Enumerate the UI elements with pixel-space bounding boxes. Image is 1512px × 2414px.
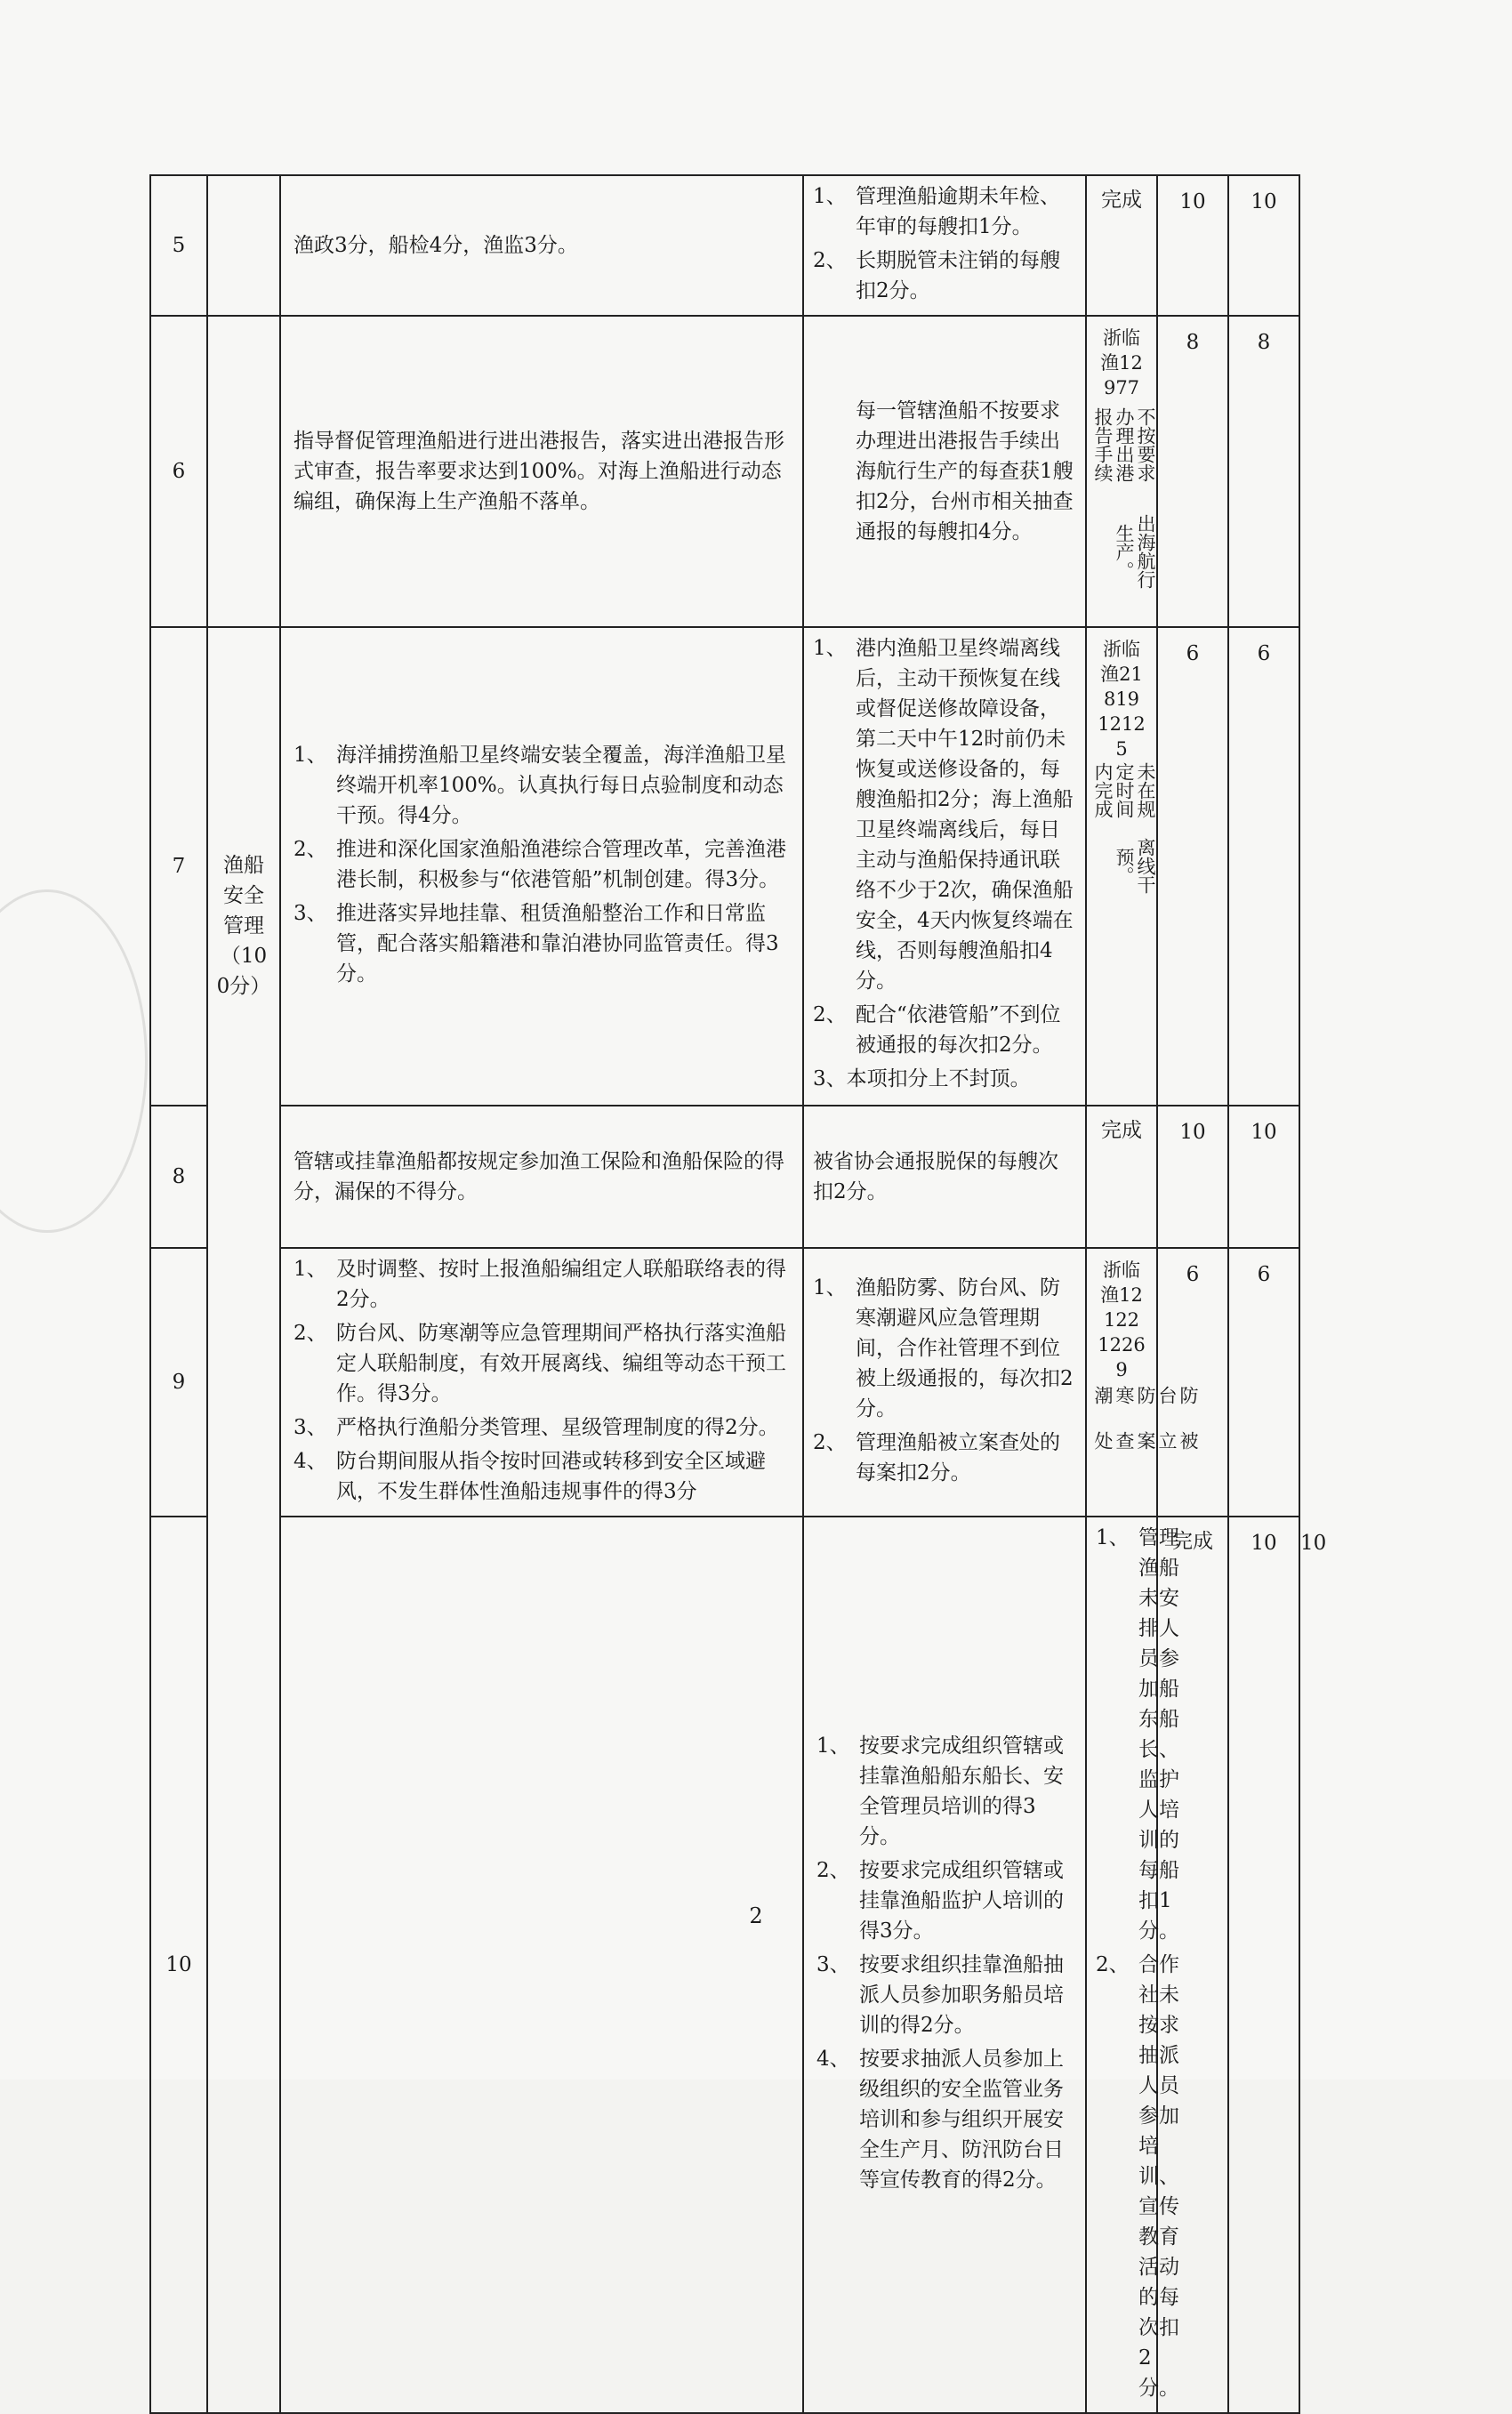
list-item: 2、 管理渔船被立案查处的每案扣2分。 (813, 1431, 1060, 1485)
deduction-cell (803, 627, 1086, 1106)
category-cell: 渔船 安全 管理 （10 0分） (207, 627, 280, 2413)
table-row (150, 1106, 1299, 1248)
standard-cell (803, 1517, 1086, 2413)
list-item: 2、 配合“依港管船”不到位被通报的每次扣2分。 (813, 1003, 1061, 1057)
list-item: 4、 防台期间服从指令按时回港或转移到安全区域避风，不发生群体性渔船违规事件的得3分 (294, 1450, 766, 1503)
result-note: 不按要求办理出港报告手续出海航行生产。 (1092, 406, 1156, 590)
standard-cell: 指导督促管理渔船进行进出港报告，落实进出港报告形式审查，报告率要求达到100%。对海上渔船进行动态编组，确保海上生产渔船不落单。 (280, 316, 803, 627)
got-score: 8 (1228, 316, 1299, 627)
list-item: 3、 推进落实异地挂靠、租赁渔船整治工作和日常监管，配合落实船籍港和靠泊港协同监管责任。得3分。 (294, 902, 779, 986)
table-row (150, 175, 1299, 316)
got-score: 10 (1228, 175, 1299, 316)
result-note: 未在规定时间内完成离线干预。 (1092, 761, 1156, 895)
table-row (150, 316, 1299, 627)
list-item: 1、 管理渔船未安排人员参加船东船长、监护人培训的每船扣1分。 (1096, 1526, 1179, 1943)
full-score: 8 (1157, 316, 1228, 627)
got-score: 6 (1228, 627, 1299, 1106)
full-score: 10 (1157, 1106, 1228, 1248)
result-cell: 完成 (1157, 1517, 1228, 2413)
row-number: 5 (150, 175, 207, 316)
standard-cell (280, 1248, 803, 1517)
list-item: 3、 按要求组织挂靠渔船抽派人员参加职务船员培训的得2分。 (816, 1953, 1064, 2037)
table-row (150, 1248, 1299, 1517)
row-number: 9 (150, 1248, 207, 1517)
list-item: 2、 推进和深化国家渔船渔港综合管理改革，完善渔港港长制，积极参与“依港管船”机制创建。得3分。 (294, 838, 786, 891)
result-cell (1086, 1248, 1199, 1517)
standard-cell (280, 627, 803, 1106)
result-cell (1086, 316, 1157, 627)
deduction-cell (803, 1248, 1086, 1517)
category-cell (207, 316, 280, 627)
assessment-table (149, 174, 1327, 2414)
result-cell (1086, 627, 1157, 1106)
deduction-cell: 被省协会通报脱保的每艘次扣2分。 (803, 1106, 1086, 1248)
row-number: 7 (150, 627, 207, 1106)
list-item: 1、 港内渔船卫星终端离线后，主动干预恢复在线或督促送修故障设备，第二天中午12时前仍未恢复或送修设备的，每艘渔船扣2分；海上渔船卫星终端离线后，每日主动与渔船保持通讯联络不少于2次，确保渔船安全，4天内恢复终端在线，否则每艘渔船扣4分。 (813, 637, 1074, 993)
standard-cell: 管辖或挂靠渔船都按规定参加渔工保险和渔船保险的得分，漏保的不得分。 (280, 1106, 803, 1248)
table-row: 10 1、 按要求完成组织管辖或挂靠渔船船东船长、安全管理员培训的得3分。 2、 按要求完成组织管辖或挂靠渔船监护人培训的得3分。 3、 按要求组织挂靠渔船抽派人员参加职务船员培训的得2分。 4、 按要求抽派人员参加上级组织的安全监管业务培训和参与组织开展安全生产月、防汛防台日等宣传教育的得2分。 1、 管理渔船未安排人员参加船东船长、监护人培训的每船扣1分。 2、 合作社未按求抽派人员参加培训、宣传教育活动的每次扣2分。 完成 10 10 (150, 1517, 1299, 2413)
got-score: 6 (1228, 1248, 1299, 1517)
standard-cell: 渔政3分，船检4分，渔监3分。 (280, 175, 803, 316)
result-vessel: 浙临渔12977 (1100, 327, 1143, 398)
list-item: 3、 严格执行渔船分类管理、星级管理制度的得2分。 (294, 1416, 779, 1439)
list-item: 1、 按要求完成组织管辖或挂靠渔船船东船长、安全管理员培训的得3分。 (816, 1734, 1064, 1848)
category-cell (280, 1517, 803, 2413)
result-vessel: 浙临渔12122 12269 (1098, 1259, 1146, 1380)
list-item: 2、 按要求完成组织管辖或挂靠渔船监护人培训的得3分。 (816, 1859, 1064, 1943)
result-cell: 完成 (1086, 1106, 1157, 1248)
result-note: 防台防寒潮被立案查处 (1092, 1386, 1199, 1450)
full-score: 6 (1157, 1248, 1228, 1517)
seal-stamp-faint (0, 889, 148, 1233)
deduction-cell (803, 175, 1086, 316)
row-number: 6 (150, 316, 207, 627)
list-item: 3、 本项扣分上不封顶。 (813, 1067, 1031, 1090)
row-number: 10 (150, 1517, 207, 2413)
deduction-cell: 每一管辖渔船不按要求办理进出港报告手续出海航行生产的每查获1艘扣2分，台州市相关抽查通报的每艘扣4分。 (803, 316, 1086, 627)
row-number: 8 (150, 1106, 207, 1248)
page-number: 2 (749, 1903, 763, 1928)
result-vessel: 浙临渔21819 12125 (1098, 639, 1146, 760)
list-item: 1、 海洋捕捞渔船卫星终端安装全覆盖，海洋渔船卫星终端开机率100%。认真执行每日点验制度和动态干预。得4分。 (294, 744, 786, 827)
list-item: 2、 长期脱管未注销的每艘扣2分。 (813, 249, 1060, 302)
result-cell: 完成 (1086, 175, 1157, 316)
full-score: 10 (1157, 175, 1228, 316)
deduction-cell (1086, 1517, 1179, 2413)
table-row (150, 627, 1299, 1106)
list-item: 4、 按要求抽派人员参加上级组织的安全监管业务培训和参与组织开展安全生产月、防汛防台日等宣传教育的得2分。 (816, 2048, 1064, 2192)
full-score: 6 (1157, 627, 1228, 1106)
got-score: 10 (1228, 1106, 1299, 1248)
list-item: 2、 防台风、防寒潮等应急管理期间严格执行落实渔船定人联船制度，有效开展离线、编组等动态干预工作。得3分。 (294, 1322, 786, 1405)
full-score: 10 (1228, 1517, 1299, 2413)
category-cell (207, 175, 280, 316)
list-item: 1、 渔船防雾、防台风、防寒潮避风应急管理期间，合作社管理不到位被上级通报的，每次扣2分。 (813, 1276, 1074, 1420)
list-item: 1、 及时调整、按时上报渔船编组定人联船联络表的得2分。 (294, 1258, 786, 1311)
list-item: 2、 合作社未按求抽派人员参加培训、宣传教育活动的每次扣2分。 (1096, 1953, 1179, 2400)
list-item: 1、 管理渔船逾期未年检、年审的每艘扣1分。 (813, 185, 1060, 238)
